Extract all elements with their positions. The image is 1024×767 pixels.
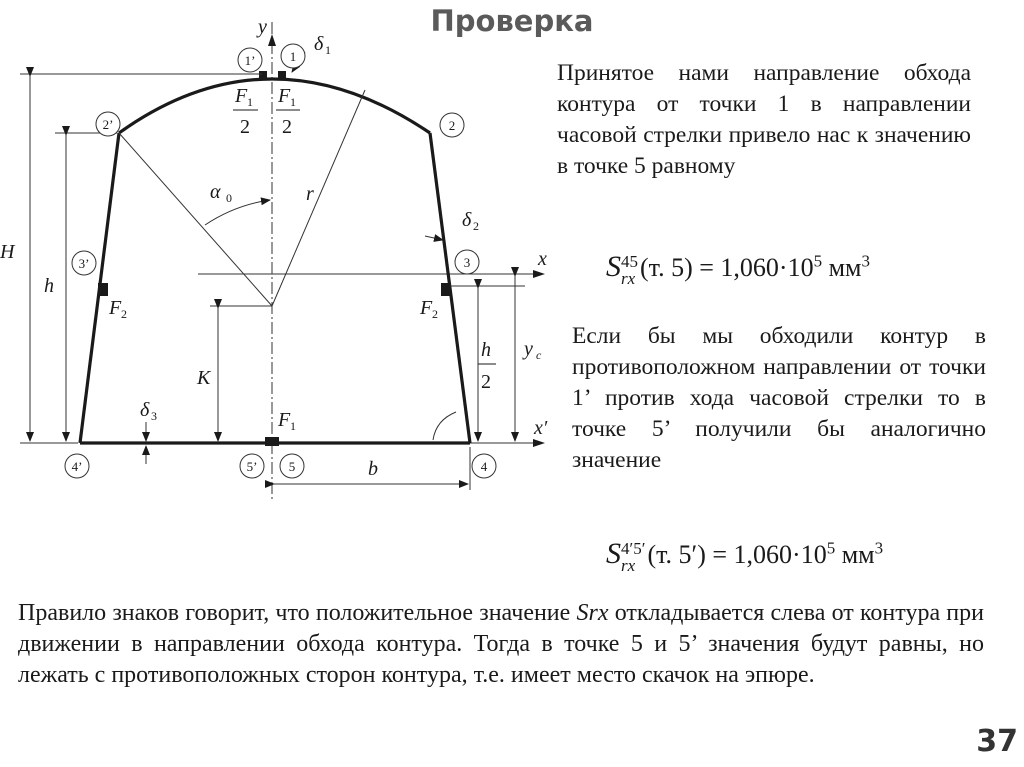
label-b: b	[368, 458, 378, 480]
svg-text:F: F	[235, 85, 248, 107]
f1-top-right	[278, 71, 286, 79]
svg-text:2: 2	[282, 116, 292, 138]
svg-text:3: 3	[151, 409, 157, 423]
svg-text:2: 2	[432, 307, 438, 321]
f1-bottom	[265, 437, 279, 446]
svg-text:F: F	[278, 85, 291, 107]
formula-point-5-prime: S 4′5′ rx (т. $5') = 1,060\cdot 10^5$ $мм^3$	[606, 537, 884, 576]
label-H: H	[0, 241, 15, 263]
svg-text:2: 2	[481, 371, 491, 393]
svg-text:F: F	[278, 409, 291, 431]
svg-text:4: 4	[480, 459, 488, 474]
svg-text:F: F	[109, 297, 122, 319]
svg-text:5’: 5’	[246, 459, 258, 474]
svg-text:1’: 1’	[244, 53, 256, 68]
page-title: Проверка	[430, 4, 594, 38]
svg-text:2’: 2’	[102, 117, 114, 132]
svg-text:1: 1	[325, 43, 331, 57]
svg-text:1: 1	[290, 419, 296, 433]
svg-text:3: 3	[463, 255, 471, 270]
svg-text:y: y	[524, 338, 533, 360]
formula-point-5: S 45 rx (т. $5) = 1,060\cdot 10^5$ $мм^3$	[606, 250, 870, 289]
f1-top-left	[259, 71, 267, 79]
svg-text:2: 2	[448, 118, 456, 133]
svg-text:2: 2	[473, 219, 479, 233]
svg-text:α: α	[210, 181, 221, 203]
label-h: h	[44, 275, 54, 297]
svg-text:δ: δ	[462, 209, 472, 231]
label-x-prime: x′	[534, 417, 548, 439]
svg-text:h: h	[481, 339, 491, 361]
svg-text:δ: δ	[314, 33, 324, 55]
paragraph-sign-rule: Правило знаков говорит, что положительное значение Srx откладывается слева от контура при движении в направлении обхода контура. Тогда в точке 5 и 5’ значения будут равны, но лежать с противоположных сторон контура, т.е. имеет место скачок на эпюре.	[18, 600, 984, 688]
label-K: K	[197, 367, 211, 389]
paragraph-clockwise: Принятое нами направление обхода контура от точки 1 в направлении часовой стрелки привело нас к значению в точке 5 равному	[557, 60, 971, 179]
svg-text:1: 1	[247, 95, 253, 109]
svg-text:F: F	[420, 297, 433, 319]
svg-text:0: 0	[226, 191, 232, 205]
svg-text:δ: δ	[140, 399, 150, 421]
svg-text:2: 2	[240, 116, 250, 138]
svg-text:4’: 4’	[71, 459, 83, 474]
svg-text:1: 1	[290, 95, 296, 109]
f2-left	[98, 283, 108, 296]
svg-text:2: 2	[121, 307, 127, 321]
svg-text:1: 1	[289, 49, 297, 64]
svg-text:5: 5	[288, 459, 296, 474]
page-number: 37	[976, 724, 1018, 759]
label-y: y	[258, 16, 267, 38]
svg-text:3’: 3’	[78, 256, 90, 271]
svg-text:c: c	[536, 348, 542, 362]
label-x: x	[538, 248, 547, 270]
label-r: r	[306, 183, 314, 205]
f2-right	[441, 283, 451, 296]
contour-arc	[119, 79, 430, 133]
paragraph-counterclockwise: Если бы мы обходили контур в противоположном направлении от точки 1’ против хода часовой стрелки то в точке 5’ получили бы аналогично значение	[572, 323, 986, 473]
